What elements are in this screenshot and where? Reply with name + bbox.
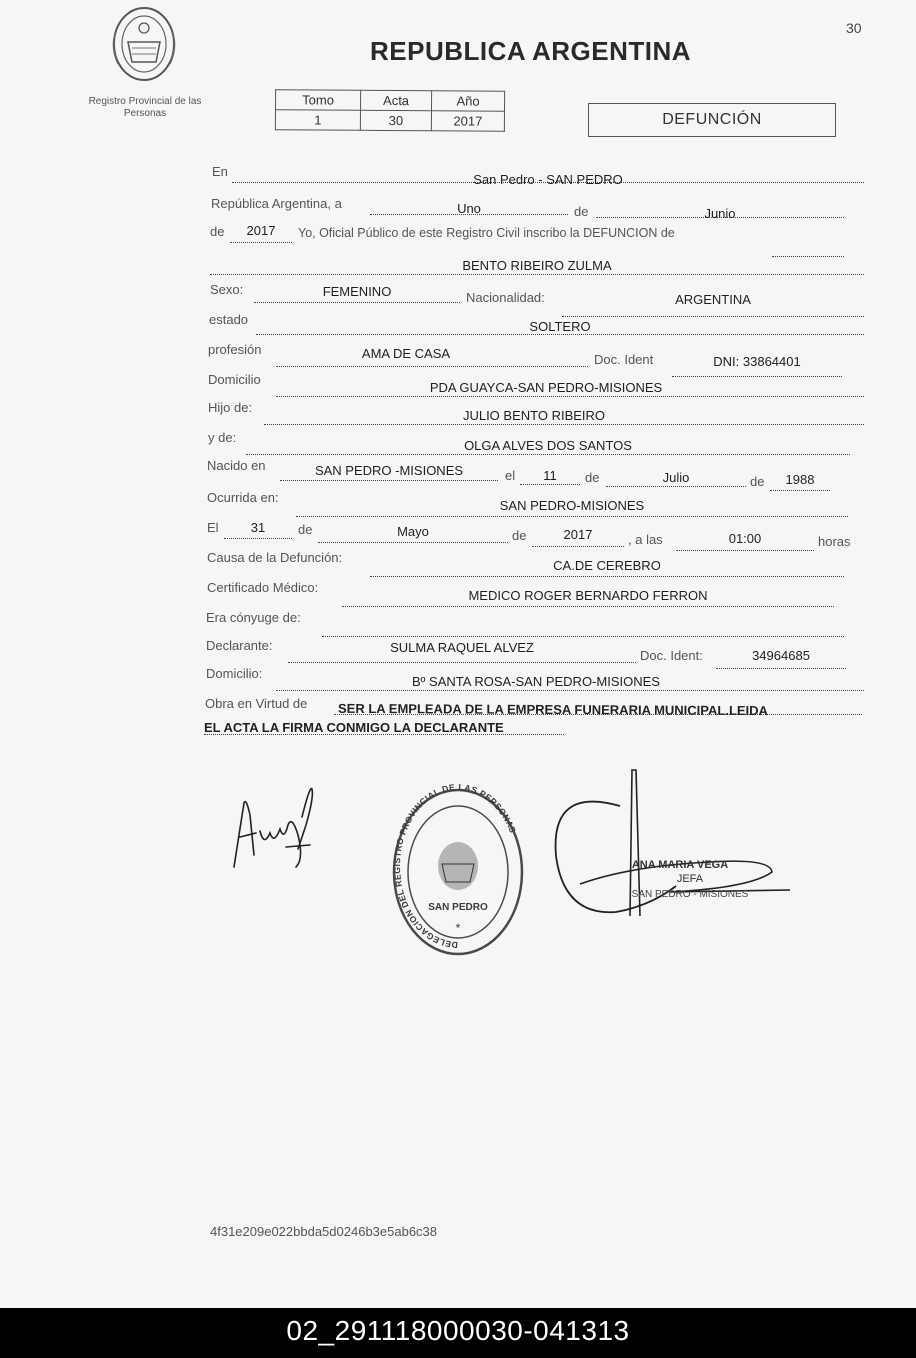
page-title: REPUBLICA ARGENTINA [370,36,692,66]
acta-value: 30 [360,110,431,130]
nacionalidad-label: Nacionalidad: [466,290,545,305]
profesion-label: profesión [208,342,262,357]
form-row-domicilio-declarante [0,666,916,689]
record-type-box: DEFUNCIÓN [588,103,836,137]
registry-seal-icon [388,784,528,960]
yde-label: y de: [208,430,237,445]
nac-mes: Julio [662,470,690,485]
horas-label: horas [818,534,851,549]
form-row-fecha-defuncion [0,520,916,549]
form-row-profesion [0,342,916,369]
stamp-line-1: ANA MARIA VEGA [631,859,729,871]
certificado-value: MEDICO ROGER BERNARDO FERRON [468,588,708,603]
form-row-nombre [0,254,916,274]
domicilio-label: Domicilio: [206,666,263,681]
de-label: de [210,224,225,239]
document-hash: 4f31e209e022bbda5d0246b3e5ab6c38 [210,1224,438,1239]
de-label: de [750,474,765,489]
en-value: San Pedro - SAN PEDRO [473,172,623,187]
sexo-label: Sexo: [210,282,244,297]
dotted-line [322,620,844,637]
acta-header: Acta [361,90,432,110]
form-row-certificado [0,580,916,603]
hijo-label: Hijo de: [208,400,253,415]
provincial-crest-icon [104,2,184,86]
nac-dia: 11 [543,468,557,483]
form-row-obra [0,696,916,740]
mes-value: Junio [704,206,736,221]
el-label: el [505,468,516,483]
form-row-estado [0,312,916,332]
causa-value: CA.DE CEREBRO [553,558,661,573]
anio-value: 2017 [246,223,276,238]
en-label: En [212,164,228,179]
sexo-value: FEMENINO [322,284,392,299]
declarante-doc-value: 34964685 [752,648,810,663]
causa-label: Causa de la Defunción: [207,550,343,565]
form-row-en [0,164,916,187]
el-label: El [207,520,219,535]
nacionalidad-value: ARGENTINA [675,292,751,307]
def-dia: 31 [250,520,266,535]
stamp-line-3: SAN PEDRO - MISIONES [631,889,749,900]
form-row-conyuge [0,610,916,630]
domicilio-value: PDA GUAYCA-SAN PEDRO-MISIONES [429,380,663,395]
de-label: de [585,470,600,485]
nombre-value: BENTO RIBEIRO ZULMA [462,258,612,273]
official-signature-icon [550,766,800,926]
obra-label: Obra en Virtud de [205,696,308,711]
tomo-header: Tomo [276,90,361,111]
de-label: de [512,528,527,543]
estado-value: SOLTERO [529,319,591,334]
obra-value-line-2: EL ACTA LA FIRMA CONMIGO LA DECLARANTE [204,720,504,735]
conyuge-label: Era cónyuge de: [206,610,301,625]
profesion-value: AMA DE CASA [361,346,451,361]
nacido-value: SAN PEDRO -MISIONES [314,463,464,478]
seal-ring-text: DELEGACION DEL REGISTRO PROVINCIAL DE LAS PERSONAS [391,784,519,951]
domicilio-declarante-value: Bº SANTA ROSA-SAN PEDRO-MISIONES [412,674,660,689]
seal-inner-text: SAN PEDRO [428,902,488,913]
ocurrida-label: Ocurrida en: [207,490,279,505]
footer-code: 02_291118000030-041313 [0,1308,916,1358]
oficial-text: Yo, Oficial Público de este Registro Civil inscribo la DEFUNCION de [298,226,675,240]
form-row-declarante [0,638,916,663]
obra-value-line-1: SER LA EMPLEADA DE LA EMPRESA FUNERARIA MUNICIPAL.LEIDA [337,700,769,719]
def-anio: 2017 [563,527,593,542]
form-row-ocurrida [0,490,916,513]
ocurrida-value: SAN PEDRO-MISIONES [499,498,645,513]
anio-header: Año [431,91,504,112]
estado-label: estado [209,312,249,327]
de-label: de [574,204,589,219]
def-mes: Mayo [397,524,429,539]
def-hora: 01:00 [728,531,762,546]
registry-name: Registro Provincial de las Personas [88,96,202,119]
hijo-value: JULIO BENTO RIBEIRO [462,408,606,423]
de-label: de [298,522,313,537]
alas-label: , a las [628,532,663,547]
certificado-label: Certificado Médico: [207,580,319,595]
doc-ident-value: DNI: 33864401 [713,354,801,369]
page-number: 30 [846,20,862,36]
record-index-table [275,89,505,132]
anio-value: 2017 [431,111,504,132]
republica-label: República Argentina, a [211,196,342,211]
svg-text:*: * [455,921,461,935]
declarante-label: Declarante: [206,638,273,653]
dia-value: Uno [457,201,481,216]
declarant-signature-icon [226,775,326,875]
declarante-value: SULMA RAQUEL ALVEZ [390,640,534,655]
stamp-line-2: JEFA [676,873,704,885]
tomo-value: 1 [275,110,360,131]
nac-anio: 1988 [785,472,815,487]
form-row-hijo [0,400,916,423]
nacido-label: Nacido en [207,458,266,473]
form-row-madre [0,430,916,453]
form-row-sexo [0,282,916,307]
form-row-domicilio [0,372,916,395]
form-row-causa [0,550,916,573]
form-row-oficial [0,224,916,244]
doc-ident-label: Doc. Ident: [640,648,703,663]
domicilio-label: Domicilio [208,372,261,387]
form-row-nacido [0,458,916,489]
form-row-fecha [0,196,916,221]
yde-value: OLGA ALVES DOS SANTOS [464,438,632,453]
doc-ident-label: Doc. Ident [594,352,654,367]
